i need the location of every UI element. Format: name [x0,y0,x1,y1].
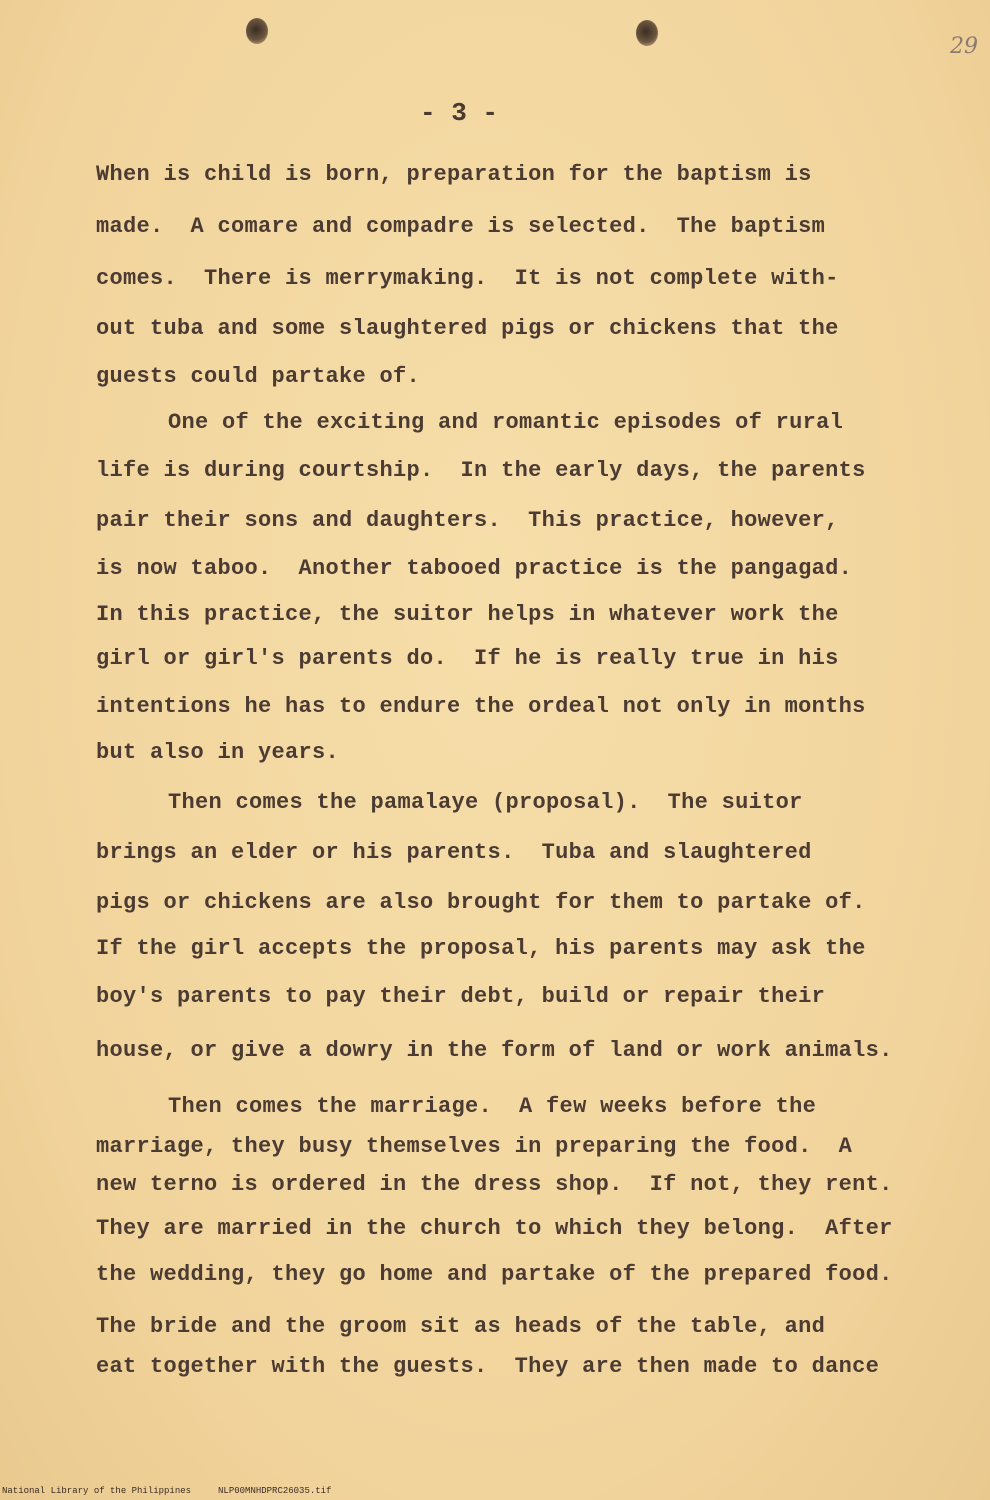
text-line: Then comes the pamalaye (proposal). The suitor [168,790,803,815]
text-line: Then comes the marriage. A few weeks before the [168,1094,817,1119]
text-line: The bride and the groom sit as heads of the table, and [96,1314,826,1339]
page-number: - 3 - [420,98,499,128]
punch-hole-left [246,18,268,44]
text-line: pair their sons and daughters. This practice, however, [96,508,839,533]
text-line: made. A comare and compadre is selected. The baptism [96,214,826,239]
text-line: but also in years. [96,740,340,765]
text-line: marriage, they busy themselves in preparing the food. A [96,1134,853,1159]
text-line: brings an elder or his parents. Tuba and slaughtered [96,840,812,865]
text-line: girl or girl's parents do. If he is really true in his [96,646,839,671]
text-line: guests could partake of. [96,364,421,389]
text-line: In this practice, the suitor helps in whatever work the [96,602,839,627]
text-line: eat together with the guests. They are then made to dance [96,1354,880,1379]
text-line: house, or give a dowry in the form of land or work animals. [96,1038,893,1063]
text-line: life is during courtship. In the early days, the parents [96,458,866,483]
text-line: When is child is born, preparation for the baptism is [96,162,812,187]
text-line: They are married in the church to which they belong. After [96,1216,893,1241]
text-line: new terno is ordered in the dress shop. If not, they rent. [96,1172,893,1197]
text-line: comes. There is merrymaking. It is not complete with- [96,266,839,291]
archive-footer: National Library of the Philippines NLP00MNHDPRC26035.tif [2,1486,332,1496]
text-line: boy's parents to pay their debt, build or repair their [96,984,826,1009]
text-line: the wedding, they go home and partake of the prepared food. [96,1262,893,1287]
text-line: One of the exciting and romantic episodes of rural [168,410,844,435]
text-line: out tuba and some slaughtered pigs or chickens that the [96,316,839,341]
text-line: If the girl accepts the proposal, his parents may ask the [96,936,866,961]
folio-number: 29 [950,34,978,59]
punch-hole-right [636,20,658,46]
text-line: is now taboo. Another tabooed practice is the pangagad. [96,556,853,581]
text-line: pigs or chickens are also brought for them to partake of. [96,890,866,915]
text-line: intentions he has to endure the ordeal not only in months [96,694,866,719]
